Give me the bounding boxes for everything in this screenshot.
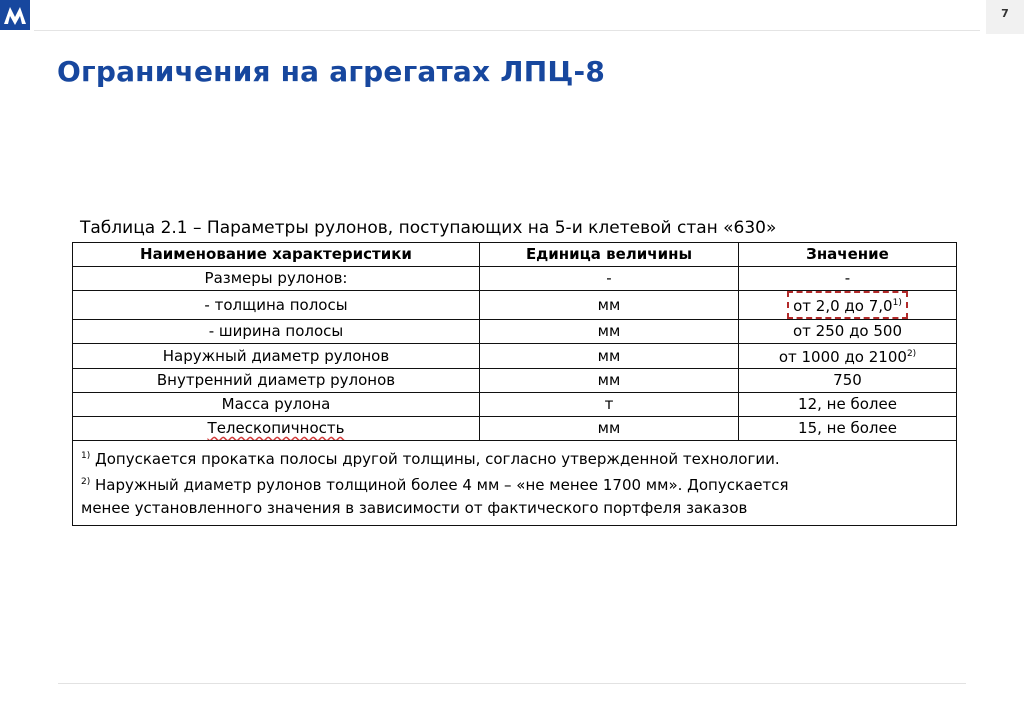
mmk-logo-icon <box>0 0 30 30</box>
table-caption: Таблица 2.1 – Параметры рулонов, поступающих на 5-и клетевой стан «630» <box>80 218 777 238</box>
table-row <box>73 417 957 441</box>
footnote-mark: 2) <box>81 477 91 487</box>
page-number: 7 <box>986 0 1024 34</box>
row-unit: мм <box>480 344 739 369</box>
value-text: 750 <box>833 371 862 389</box>
coil-parameters-table <box>72 242 957 526</box>
header-divider <box>34 30 980 31</box>
footnote-text: Допускается прокатка полосы другой толщины, согласно утвержденной технологии. <box>90 450 780 468</box>
slide-title: Ограничения на агрегатах ЛПЦ-8 <box>57 55 606 88</box>
value-text: от 250 до 500 <box>792 322 903 340</box>
header-value: Значение <box>739 243 957 267</box>
row-value <box>739 369 957 393</box>
row-unit: - <box>480 267 739 291</box>
row-value <box>739 344 957 369</box>
row-name: - ширина полосы <box>73 320 480 344</box>
value-text: от 2,0 до 7,0 <box>793 297 893 315</box>
table-row <box>73 369 957 393</box>
table-header-row <box>73 243 957 267</box>
value-text: 15, не более <box>798 419 897 437</box>
footnote-text: Наружный диаметр рулонов толщиной более 4 мм – «не менее 1700 мм». Допускается <box>90 476 789 494</box>
header-unit: Единица величины <box>480 243 739 267</box>
footnote-mark: 1) <box>81 451 91 461</box>
footnote-2 <box>81 471 948 497</box>
row-value <box>739 291 957 320</box>
row-name: - толщина полосы <box>73 291 480 320</box>
value-text: - <box>844 269 851 287</box>
row-unit: т <box>480 393 739 417</box>
table-row <box>73 344 957 369</box>
footnote-mark: 1) <box>892 298 902 308</box>
row-name: Размеры рулонов: <box>73 267 480 291</box>
highlighted-value <box>787 291 908 319</box>
footnote-text: менее установленного значения в зависимости от фактического портфеля заказов <box>81 499 748 517</box>
row-value <box>739 417 957 441</box>
row-name: Наружный диаметр рулонов <box>73 344 480 369</box>
row-value <box>739 393 957 417</box>
row-unit: мм <box>480 417 739 441</box>
row-value <box>739 320 957 344</box>
table-notes-row <box>73 441 957 526</box>
row-unit: мм <box>480 369 739 393</box>
table-row <box>73 320 957 344</box>
footnote-2-continued <box>81 497 948 520</box>
table-row <box>73 393 957 417</box>
header-characteristic: Наименование характеристики <box>73 243 480 267</box>
footer-divider <box>58 683 966 684</box>
row-unit: мм <box>480 291 739 320</box>
footnote-1 <box>81 445 948 471</box>
footnote-mark: 2) <box>906 349 917 359</box>
row-unit: мм <box>480 320 739 344</box>
row-name <box>73 417 480 441</box>
value-text: 12, не более <box>798 395 897 413</box>
value-text: от 1000 до 2100 <box>778 348 907 366</box>
row-value <box>739 267 957 291</box>
row-name: Масса рулона <box>73 393 480 417</box>
spellcheck-underlined-text: Телескопичность <box>207 419 345 437</box>
row-name: Внутренний диаметр рулонов <box>73 369 480 393</box>
table-row <box>73 291 957 320</box>
table-notes <box>73 441 957 526</box>
table-row <box>73 267 957 291</box>
